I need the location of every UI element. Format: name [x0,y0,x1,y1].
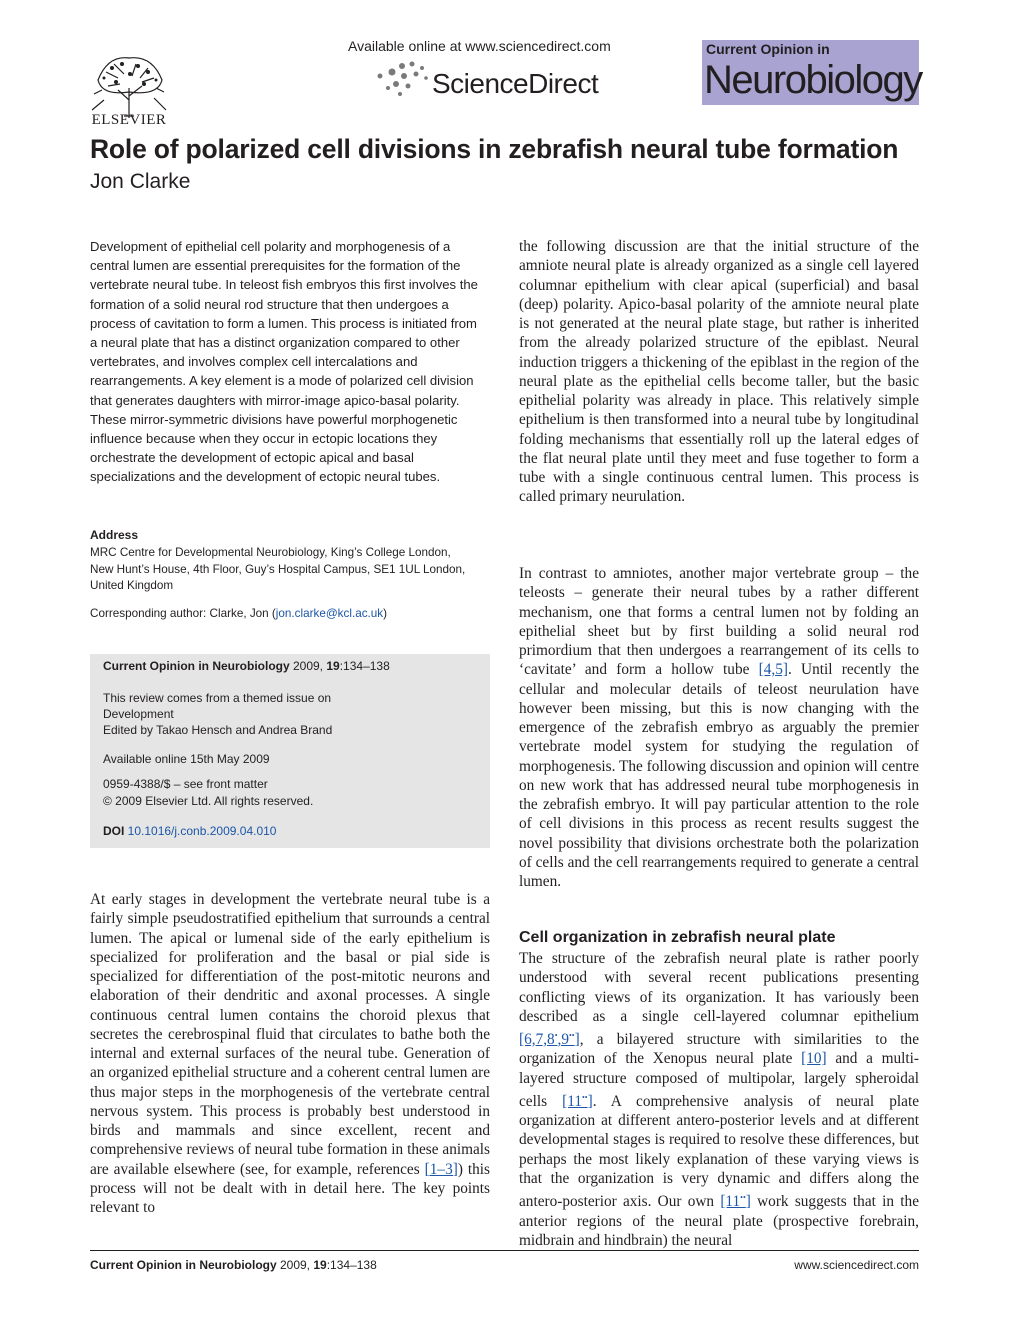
recommendation-dots: • [554,1031,558,1040]
section-heading: Cell organization in zebrafish neural plate [519,929,836,946]
info-journal-year: 2009, [289,659,327,673]
available-online-text: Available online at www.sciencedirect.com [348,38,611,54]
info-themed-line: Development [103,707,174,721]
address-line: MRC Centre for Developmental Neurobiology, King’s College London, [90,546,451,559]
citation-text: ,9 [557,1031,569,1049]
info-doi-label: DOI [103,824,128,838]
body-text: In contrast to amniotes, another major vertebrate group – the teleosts – generate their neural tubes by a rather different mechanism, one that forms a central lumen not by folding an epithelial sheet but by first building a solid neural rod primordium that then undergoes a rearrangement of its cells to ‘cavitate’ and form a hollow tube [519,565,919,679]
body-text: work suggests that in the anterior regions of the neural plate (prospective forebrain, midbrain and hindbrain) the neural [519,1193,919,1249]
footer-url[interactable]: www.sciencedirect.com [794,1258,919,1272]
journal-masthead-top: Current Opinion in [706,41,830,57]
corresponding-suffix: ) [383,607,388,620]
body-paragraph-intro [90,890,490,1217]
info-themed-issue [103,690,403,738]
info-journal-volume: 19 [326,659,340,673]
recommendation-dots: •• [569,1031,575,1040]
info-doi [103,824,276,838]
body-paragraph-neural-plate [519,949,919,1250]
corresponding-prefix: Corresponding author: Clarke, Jon ( [90,607,276,620]
article-author: Jon Clarke [90,170,191,193]
address-heading: Address [90,528,139,542]
info-journal-citation [103,659,390,673]
citation-text: ] [574,1031,580,1049]
citation-text: [11 [720,1193,741,1211]
footer-pages: :134–138 [326,1258,377,1272]
citation-link[interactable] [720,1193,751,1210]
footer-volume: 19 [313,1258,327,1272]
body-text: . Until recently the cellular and molecular details of teleost neurulation have however been missing, but this is now changing with the emergence of the zebrafish embryo as arguably the premier vertebrate model system for studying the regulation of morphogenesis. The following discussion and opinion will centre on new work that has addressed neural tube morphogenesis in the zebrafish embryo. It will pay particular attention to the role of cell divisions in this process as recent results suggest the novel possibility that divisions orchestrate both the polarization of cells and the cell rearrangements required to generate a central lumen. [519,661,919,890]
info-copyright: © 2009 Elsevier Ltd. All rights reserved. [103,794,314,808]
body-text: At early stages in development the vertebrate neural tube is a fairly simple pseudostratified epithelium that surrounds a central lumen. The apical or lumenal side of the early epithelium is specialized for proliferation and the basal or pial side is specialized for differentiation of the post-mitotic neurons and elaboration of their dendritic and axonal processes. A single continuous central lumen contains the choroid plexus that secretes the cerebrospinal fluid that circulates to bathe both the internal and external surfaces of the neural tube. Generation of an organized epithelial structure and a coherent central lumen are thus major steps in the morphogenesis of the vertebrate central nervous system. This process is probably best understood in birds and mammals and since excellent, recent and comprehensive reviews of neural tube formation in these animals are available elsewhere (see, for example, references [90,891,490,1178]
body-text: The structure of the zebrafish neural plate is rather poorly understood with several recent publications presenting conflicting views of its organization. It has variously been described as a single cell-layered columnar epithelium [519,950,919,1025]
recommendation-dots: •• [581,1092,588,1102]
address-line: New Hunt’s House, 4th Floor, Guy’s Hospital Campus, SE1 1UL London, [90,562,466,576]
address-block [90,545,490,595]
sciencedirect-dots-logo [372,58,432,100]
citation-text: [11 [562,1092,582,1110]
body-text: ) this process will not be dealt with in detail here. The key points relevant to [90,1160,490,1216]
body-text: and a multi-layered structure composed of multipolar, largely spheroidal cells [519,1050,919,1110]
citation-link[interactable]: [10] [801,1050,827,1068]
info-issn: 0959-4388/$ – see front matter [103,777,268,791]
info-journal-name: Current Opinion in Neurobiology [103,659,290,673]
citation-link[interactable]: [4,5] [758,661,788,679]
body-paragraph-amniote: the following discussion are that the initial structure of the amniote neural plate is already organized as a single cell layered columnar epithelium with clear apical (superficial) and basal (deep) polarity. Apico-basal polarity of the amniote neural plate is not generated at the neural plate stage, but rather is inherited from the already polarized structure of the epiblast. Neural induction triggers a thickening of the epiblast in the region of the neural plate as the epithelial cells become taller, but the basic epithelial polarity was already in place. This relatively simple epithelium is then transformed into a neural tube by longitudinal folding mechanisms that essentially roll up the lateral edges of the flat neural plate until they meet and fuse together to form a tube with a single continuous central lumen. This process is called primary neurulation. [519,238,919,506]
citation-link[interactable]: [1–3] [424,1160,458,1178]
journal-masthead [702,40,922,105]
citation-text: ] [745,1193,751,1211]
citation-text: ] [587,1092,593,1110]
citation-link[interactable] [562,1093,593,1110]
doi-link[interactable]: 10.1016/j.conb.2009.04.010 [127,824,277,838]
address-line: United Kingdom [90,579,174,592]
info-available-online: Available online 15th May 2009 [103,752,270,766]
footer-divider [90,1250,919,1251]
info-themed-line: Edited by Takao Hensch and Andrea Brand [103,723,333,737]
article-info-box [90,654,490,848]
sciencedirect-wordmark: ScienceDirect [432,68,599,99]
body-text: , a bilayered structure with similarities to the organization of the Xenopus neural plate [519,1031,919,1068]
journal-masthead-name: Neurobiology [704,58,922,102]
recommendation-dots: •• [740,1193,746,1203]
article-title: Role of polarized cell divisions in zebrafish neural tube formation [90,134,899,164]
citation-text: [6,7,8 [519,1031,555,1049]
footer-citation [90,1258,377,1272]
citation-link[interactable] [519,1031,580,1048]
abstract: Development of epithelial cell polarity and morphogenesis of a central lumen are essential prerequisites for the formation of the vertebrate neural tube. In teleost fish embryos this first involves the formation of a solid neural rod structure that then undergoes a process of cavitation to form a lumen. This process is initiated from a neural plate that has a distinct organization compared to other vertebrates, and involves complex cell intercalations and rearrangements. A key element is a mode of polarized cell division that generates daughters with mirror-image apico-basal polarity. These mirror-symmetric divisions have powerful morphogenetic influence because when they occur in ectopic locations they orchestrate the development of ectopic apical and basal specializations and the development of ectopic neural tubes. [90,239,478,485]
info-journal-pages: :134–138 [339,659,390,673]
corresponding-author [90,607,387,620]
body-text: . A comprehensive analysis of neural plate organization at different antero-posterior levels and at different developmental stages is required to resolve these differences, but perhaps the most likely explanation of these varying views is that the organization is very dynamic and differs along the antero-posterior axis. Our own [519,1092,920,1211]
publisher-name: ELSEVIER [91,112,167,128]
footer-year: 2009, [276,1258,314,1272]
corresponding-email-link[interactable]: jon.clarke@kcl.ac.uk [275,607,384,620]
info-themed-line: This review comes from a themed issue on [103,691,332,705]
body-paragraph-teleost [519,564,919,891]
footer-journal-name: Current Opinion in Neurobiology [90,1258,277,1272]
